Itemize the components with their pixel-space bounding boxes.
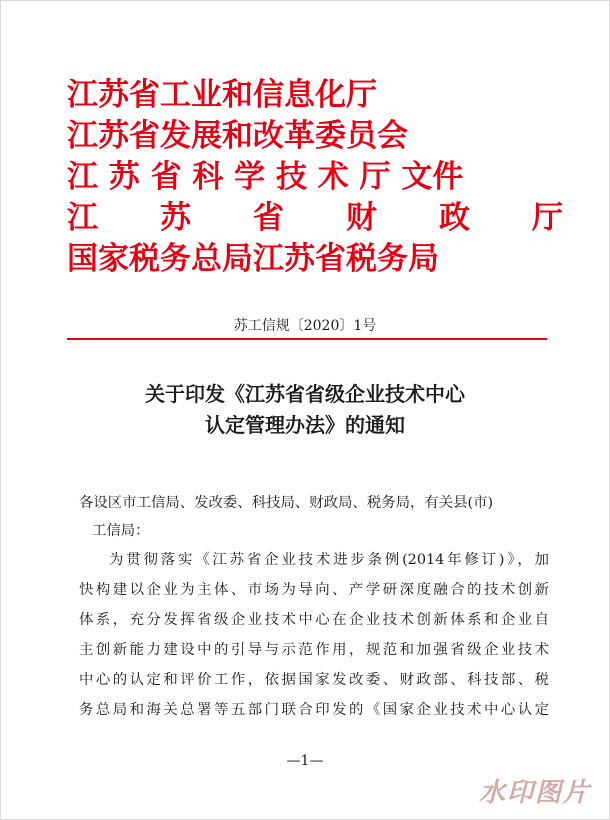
addressee xyxy=(79,489,549,545)
issuer-line: 江 苏 省 科 学 技 术 厅 文件 xyxy=(67,159,464,195)
watermark-text: 水印图片 xyxy=(478,778,591,808)
title-line-1: 关于印发《江苏省省级企业技术中心 xyxy=(145,382,465,406)
addressee-line-2: 工信局： xyxy=(92,523,150,539)
body-line: 主创新能力建设中的引导与示范作用，规范和加强省级企业技术 xyxy=(79,642,549,658)
issuer-line: 国家税务总局江苏省税务局 xyxy=(67,241,439,277)
red-divider-line xyxy=(67,338,547,340)
body-paragraph xyxy=(79,545,549,725)
issuer-line: 江 苏 省 财 政 厅 xyxy=(67,200,563,236)
body-line: 中心的认定和评价工作，依据国家发改委、财政部、科技部、税 xyxy=(79,672,549,688)
body-line: 为贯彻落实《江苏省企业技术进步条例(2014年修订)》，加 xyxy=(109,552,549,568)
addressee-line-1: 各设区市工信局、发改委、科技局、财政局、税务局，有关县(市) xyxy=(79,495,494,511)
issuer-line: 江苏省发展和改革委员会 xyxy=(67,118,408,154)
body-line: 体系，充分发挥省级企业技术中心在企业技术创新体系和企业自 xyxy=(79,612,549,628)
issuing-authorities xyxy=(67,75,567,280)
body-line: 务总局和海关总署等五部门联合印发的《国家企业技术中心认定 xyxy=(79,702,549,718)
body-line: 快构建以企业为主体、市场为导向、产学研深度融合的技术创新 xyxy=(79,582,549,598)
document-title xyxy=(1,379,609,441)
title-line-2: 认定管理办法》的通知 xyxy=(205,413,405,437)
page-number: —1— xyxy=(286,753,324,769)
issuer-line: 江苏省工业和信息化厅 xyxy=(67,77,377,113)
document-number: 苏工信规〔2020〕1号 xyxy=(233,318,377,334)
